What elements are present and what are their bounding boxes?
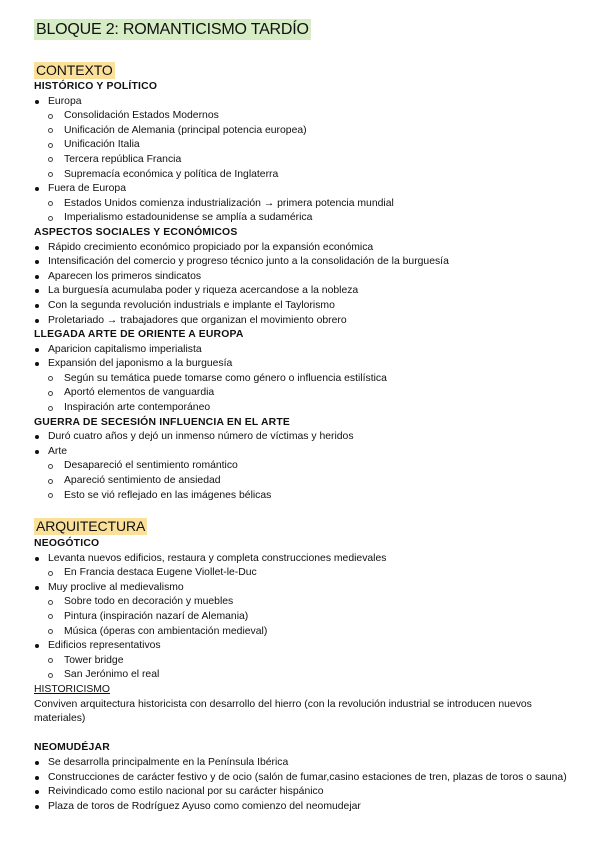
list-item: Inspiración arte contemporáneo <box>34 401 574 416</box>
subheading-oriente: LLEGADA ARTE DE ORIENTE A EUROPA <box>34 329 244 341</box>
list-item: San Jerónimo el real <box>34 668 574 683</box>
historicismo-paragraph: Conviven arquitectura historicista con desarrollo del hierro (con la revolución industrial se introducen nuevos materiales) <box>34 698 532 725</box>
arquitectura-block <box>34 537 574 814</box>
list-item: Unificación de Alemania (principal potencia europea) <box>34 124 574 139</box>
list-item: En Francia destaca Eugene Viollet-le-Duc <box>34 566 574 581</box>
subheading-guerra: GUERRA DE SECESIÓN INFLUENCIA EN EL ARTE <box>34 416 291 428</box>
list-item: Música (óperas con ambientación medieval) <box>34 625 574 640</box>
list-item: Aparecen los primeros sindicatos <box>34 270 574 285</box>
list-item: Tower bridge <box>34 654 574 669</box>
list-item: Expansión del japonismo a la burguesía <box>34 357 574 372</box>
list-item: Intensificación del comercio y progreso técnico junto a la consolidación de la burguesía <box>34 255 574 270</box>
list-item: Fuera de Europa <box>34 182 574 197</box>
list-item: Imperialismo estadounidense se amplía a sudamérica <box>34 211 574 226</box>
list-item: Desapareció el sentimiento romántico <box>34 459 574 474</box>
list-item: Aparicion capitalismo imperialista <box>34 343 574 358</box>
subheading-neomudejar: NEOMUDÉJAR <box>34 742 110 754</box>
subheading-aspectos: ASPECTOS SOCIALES Y ECONÓMICOS <box>34 226 238 238</box>
list-item: Según su temática puede tomarse como género o influencia estilística <box>34 372 574 387</box>
list-item: Arte <box>34 445 574 460</box>
list-item: Con la segunda revolución industrials e implante el Taylorismo <box>34 299 574 314</box>
list-item: Sobre todo en decoración y muebles <box>34 595 574 610</box>
list-item: Proletariado → trabajadores que organizan el movimiento obrero <box>34 314 574 329</box>
list-item: Duró cuatro años y dejó un inmenso número de víctimas y heridos <box>34 430 574 445</box>
list-item: Construcciones de carácter festivo y de ocio (salón de fumar,casino estaciones de tren, plazas de toros o sauna) <box>34 771 574 786</box>
list-item: Rápido crecimiento económico propiciado por la expansión económica <box>34 241 574 256</box>
section-heading-arquitectura: ARQUITECTURA <box>36 518 146 534</box>
list-item: Europa <box>34 95 574 110</box>
contexto-block <box>34 80 574 503</box>
list-item: Tercera república Francia <box>34 153 574 168</box>
list-item: Reivindicado como estilo nacional por su carácter hispánico <box>34 785 574 800</box>
list-item: Apareció sentimiento de ansiedad <box>34 474 574 489</box>
list-item: Estados Unidos comienza industrialización → primera potencia mundial <box>34 197 574 212</box>
list-item: Aportó elementos de vanguardia <box>34 386 574 401</box>
subheading-historicismo: HISTORICISMO <box>34 683 111 695</box>
page-title: BLOQUE 2: ROMANTICISMO TARDÍO <box>36 21 309 38</box>
list-item: Supremacía económica y política de Inglaterra <box>34 168 574 183</box>
list-item: Pintura (inspiración nazarí de Alemania) <box>34 610 574 625</box>
list-item: Unificación Italia <box>34 138 574 153</box>
subheading-historico: HISTÓRICO Y POLÍTICO <box>34 81 158 92</box>
list-item: La burguesía acumulaba poder y riqueza acercandose a la nobleza <box>34 284 574 299</box>
list-item: Consolidación Estados Modernos <box>34 109 574 124</box>
list-item: Plaza de toros de Rodríguez Ayuso como comienzo del neomudejar <box>34 800 574 815</box>
list-item: Levanta nuevos edificios, restaura y completa construcciones medievales <box>34 552 574 567</box>
section-heading-contexto: CONTEXTO <box>36 62 113 78</box>
subheading-neogotico: NEOGÓTICO <box>34 538 100 549</box>
list-item: Se desarrolla principalmente en la Península Ibérica <box>34 756 574 771</box>
list-item: Muy proclive al medievalismo <box>34 581 574 596</box>
list-item: Edificios representativos <box>34 639 574 654</box>
list-item: Esto se vió reflejado en las imágenes bélicas <box>34 489 574 504</box>
spacer <box>34 727 574 742</box>
